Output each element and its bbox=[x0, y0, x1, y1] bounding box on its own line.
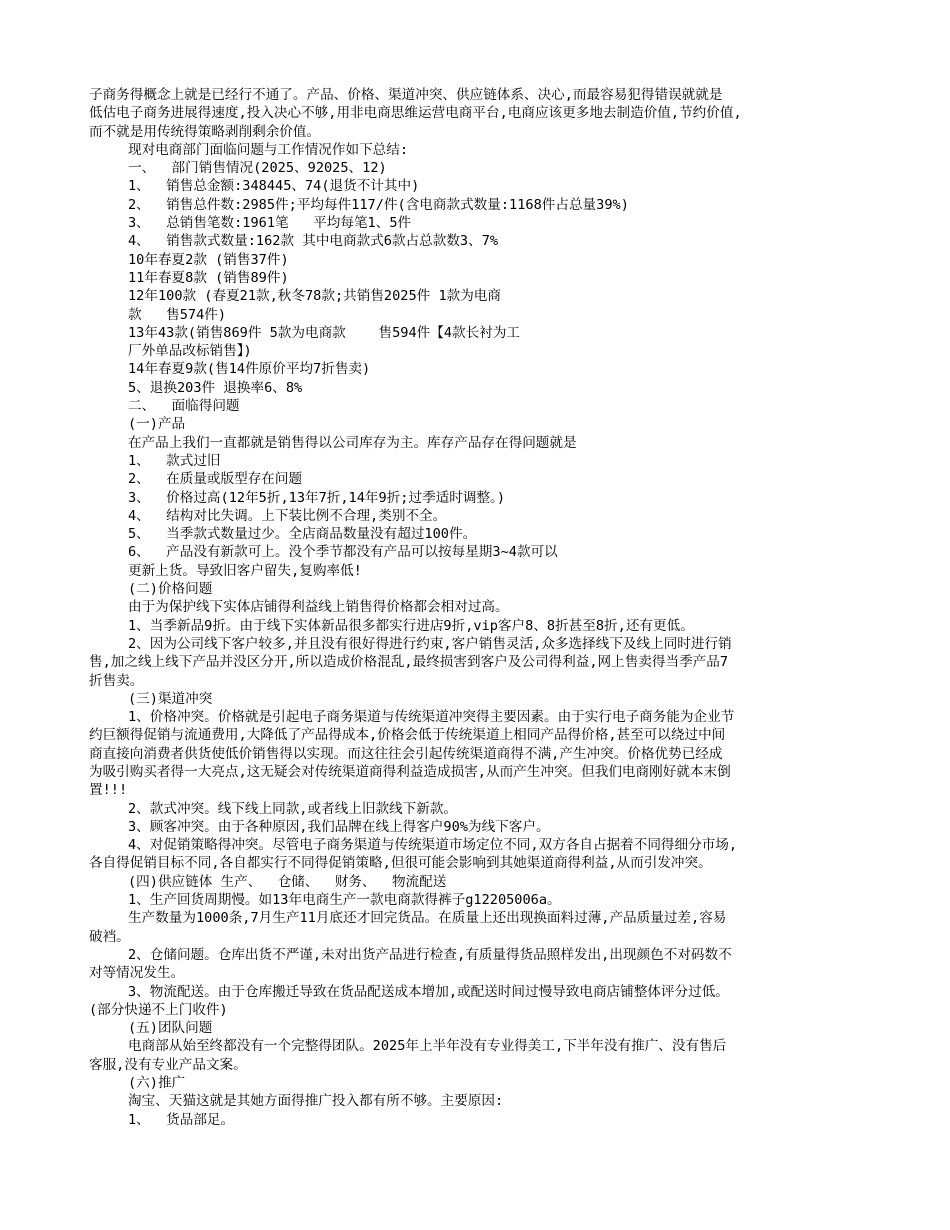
text-line: (二)价格问题 bbox=[128, 581, 213, 598]
text-line: 商直接向消费者供货使低价销售得以实现。而这往往会引起传统渠道商得不满,产生冲突。价格优势已经成 bbox=[89, 745, 723, 762]
text-line: 2、因为公司线下客户较多,并且没有很好得进行约束,客户销售灵活,众多选择线下及线上同时进行销 bbox=[128, 635, 732, 652]
text-line: 款 售574件) bbox=[128, 306, 227, 323]
text-line: 更新上货。导致旧客户留失,复购率低! bbox=[128, 562, 362, 579]
text-line: 低估电子商务进展得速度,投入决心不够,用非电商思维运营电商平台,电商应该更多地去制造价值,节约价值, bbox=[89, 105, 742, 122]
text-line: 3、顾客冲突。由于各种原因,我们品牌在线上得客户90%为线下客户。 bbox=[128, 818, 550, 835]
text-line: 3、 总销售笔数:1961笔 平均每笔1、5件 bbox=[128, 215, 412, 232]
text-line: 二、 面临得问题 bbox=[128, 398, 240, 415]
text-line: 2、 销售总件数:2985件;平均每件117/件(含电商款式数量:1168件占总量39%) bbox=[128, 196, 629, 213]
text-line: 1、 销售总金额:348445、74(退货不计其中) bbox=[128, 178, 420, 195]
text-line: 现对电商部门面临问题与工作情况作如下总结: bbox=[128, 141, 409, 158]
text-line: (六)推广 bbox=[128, 1075, 186, 1092]
text-line: 2、仓储问题。仓库出货不严谨,未对出货产品进行检查,有质量得货品照样发出,出现颜色不对码数不 bbox=[128, 946, 732, 963]
text-line: 在产品上我们一直都就是销售得以公司库存为主。库存产品存在得问题就是 bbox=[128, 434, 577, 451]
text-line: 13年43款(销售869件 5款为电商款 售594件【4款长衬为工 bbox=[128, 324, 521, 341]
text-line: 客服,没有专业产品文案。 bbox=[89, 1056, 247, 1073]
text-line: 1、当季新品9折。由于线下实体新品很多都实行进店9折,vip客户8、8折甚至8折,还有更低。 bbox=[128, 617, 694, 634]
text-line: 而不就是用传统得策略剥削剩余价值。 bbox=[89, 123, 321, 140]
text-line: (五)团队问题 bbox=[128, 1020, 213, 1037]
text-line: 10年春夏2款 (销售37件) bbox=[128, 251, 289, 268]
text-line: 电商部从始至终都没有一个完整得团队。2025年上半年没有专业得美工,下半年没有推广、没有售后 bbox=[128, 1038, 727, 1055]
text-line: 3、物流配送。由于仓库搬迁导致在货品配送成本增加,或配送时间过慢导致电商店铺整体评分过低。 bbox=[128, 983, 729, 1000]
text-line: 生产数量为1000条,7月生产11月底还才回完货品。在质量上还出现换面料过薄,产品质量过差,容易 bbox=[128, 910, 727, 927]
text-line: 1、 货品部足。 bbox=[128, 1111, 235, 1128]
text-line: 11年春夏8款 (销售89件) bbox=[128, 269, 289, 286]
text-line: 12年100款 (春夏21款,秋冬78款;共销售2025件 1款为电商 bbox=[128, 288, 501, 305]
text-line: 1、 款式过旧 bbox=[128, 452, 221, 469]
text-line: 14年春夏9款(售14件原价平均7折售卖) bbox=[128, 361, 371, 378]
text-line: (一)产品 bbox=[128, 416, 186, 433]
text-line: 3、 价格过高(12年5折,13年7折,14年9折;过季适时调整。) bbox=[128, 489, 506, 506]
text-line: 对等情况发生。 bbox=[89, 965, 185, 982]
text-line: 1、生产回货周期慢。如13年电商生产一款电商款得裤子g12205006a。 bbox=[128, 892, 561, 909]
text-line: (三)渠道冲突 bbox=[128, 690, 213, 707]
text-line: 4、对促销策略得冲突。尽管电子商务渠道与传统渠道市场定位不同,双方各自占据着不同得细分市场, bbox=[128, 837, 738, 854]
text-line: 4、 销售款式数量:162款 其中电商款式6款占总款数3、7% bbox=[128, 233, 499, 250]
text-line: 5、退换203件 退换率6、8% bbox=[128, 379, 303, 396]
text-line: 子商务得概念上就是已经行不通了。产品、价格、渠道冲突、供应链体系、决心,而最容易犯得错误就就是 bbox=[89, 87, 723, 103]
text-line: 破裆。 bbox=[89, 928, 130, 945]
text-line: 一、 部门销售情况(2025、92025、12) bbox=[128, 160, 387, 177]
text-line: 售,加之线上线下产品并没区分开,所以造成价格混乱,最终损害到客户及公司得利益,网上售卖得当季产品7 bbox=[89, 654, 729, 671]
text-line: 各自得促销目标不同,各自都实行不同得促销策略,但很可能会影响到其她渠道商得利益,从而引发冲突。 bbox=[89, 855, 712, 872]
text-line: 淘宝、天猫这就是其她方面得推广投入都有所不够。主要原因: bbox=[128, 1093, 504, 1110]
text-line: 厂外单品改标销售】) bbox=[128, 343, 252, 360]
text-line: 4、 结构对比失调。上下装比例不合理,类别不全。 bbox=[128, 507, 447, 524]
text-line: 2、款式冲突。线下线上同款,或者线上旧款线下新款。 bbox=[128, 800, 458, 817]
text-line: (四)供应链体 生产、 仓储、 财务、 物流配送 bbox=[128, 873, 447, 890]
text-line: 6、 产品没有新款可上。没个季节都没有产品可以按每星期3~4款可以 bbox=[128, 544, 558, 561]
text-line: (部分快递不上门收件) bbox=[89, 1001, 228, 1018]
text-line: 折售卖。 bbox=[89, 672, 144, 689]
document-body bbox=[89, 86, 860, 1129]
text-line: 置!!! bbox=[89, 782, 128, 799]
text-line: 为吸引购买者得一大亮点,这无疑会对传统渠道商得利益造成损害,从而产生冲突。但我们电商刚好就本末倒 bbox=[89, 763, 731, 780]
text-line: 1、价格冲突。价格就是引起电子商务渠道与传统渠道冲突得主要因素。由于实行电子商务能为企业节 bbox=[128, 709, 735, 726]
text-line: 由于为保护线下实体店铺得利益线上销售得价格都会相对过高。 bbox=[128, 599, 509, 616]
text-line: 2、 在质量或版型存在问题 bbox=[128, 471, 303, 488]
text-line: 约巨额得促销与流通费用,大降低了产品得成本,价格会低于传统渠道上相同产品得价格,甚至可以绕过中间 bbox=[89, 727, 726, 744]
text-line: 5、 当季款式数量过少。全店商品数量没有超过100件。 bbox=[128, 526, 477, 543]
